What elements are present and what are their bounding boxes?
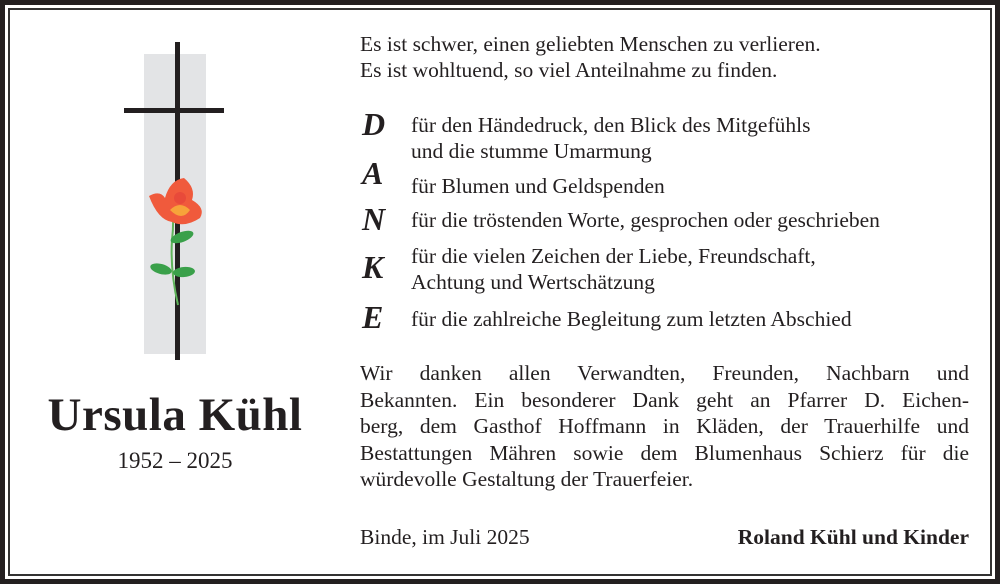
paragraph-line: Wir danken allen Verwandten, Freunden, Nachbarn und xyxy=(360,361,969,385)
danke-letter: E xyxy=(362,299,384,335)
danke-line: für den Händedruck, den Blick des Mitgefühls xyxy=(411,113,811,137)
paragraph-line: Bekannten. Ein besonderer Dank geht an Pfarrer D. Eichen- xyxy=(360,387,969,412)
paragraph-line: berg, dem Gasthof Hoffmann in Kläden, der Trauerhilfe und xyxy=(360,414,969,438)
danke-letter: N xyxy=(362,201,386,237)
danke-line: für die tröstenden Worte, gesprochen oder geschrieben xyxy=(411,208,880,232)
danke-letter: K xyxy=(362,249,384,285)
intro-line: Es ist wohltuend, so viel Anteilnahme zu finden. xyxy=(360,58,778,82)
danke-letter: D xyxy=(362,106,386,142)
thanks-paragraph xyxy=(360,360,969,493)
danke-line: für die zahlreiche Begleitung zum letzten Abschied xyxy=(411,307,852,331)
danke-letter: A xyxy=(362,155,384,191)
danke-item xyxy=(411,112,810,164)
danke-line: und die stumme Umarmung xyxy=(411,139,652,163)
danke-item xyxy=(411,207,880,233)
place-date: Binde, im Juli 2025 xyxy=(360,525,530,549)
intro-line: Es ist schwer, einen geliebten Menschen zu verlieren. xyxy=(360,32,821,56)
danke-line: Achtung und Wertschätzung xyxy=(411,270,655,294)
danke-line: für Blumen und Geldspenden xyxy=(411,174,665,198)
danke-item xyxy=(411,306,852,332)
signature: Roland Kühl und Kinder xyxy=(737,525,969,549)
intro-text xyxy=(360,31,821,83)
cross-with-rose-icon xyxy=(120,40,230,362)
danke-item xyxy=(411,173,665,199)
danke-item xyxy=(411,243,816,295)
danke-line: für die vielen Zeichen der Liebe, Freundschaft, xyxy=(411,244,816,268)
paragraph-line: würdevolle Gestaltung der Trauerfeier. xyxy=(360,467,694,491)
deceased-name: Ursula Kühl xyxy=(47,389,303,441)
paragraph-line: Bestattungen Mähren sowie dem Blumenhaus Schierz für die xyxy=(360,440,969,465)
deceased-years: 1952 – 2025 xyxy=(117,448,233,473)
